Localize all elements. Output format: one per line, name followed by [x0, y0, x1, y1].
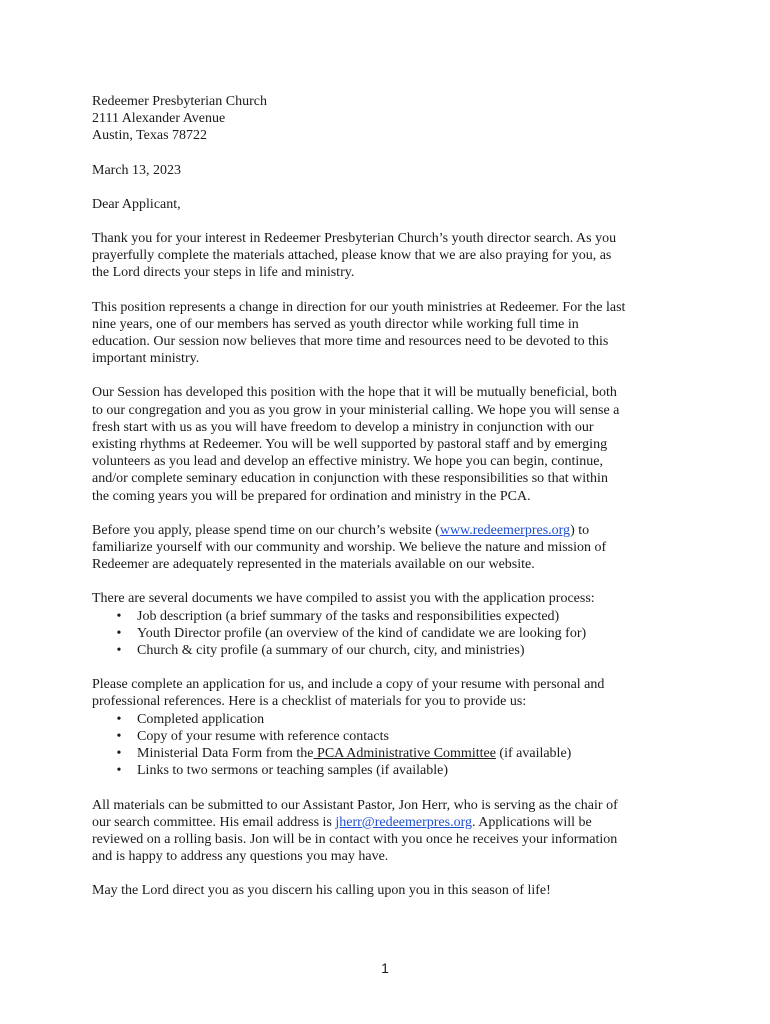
list-item-text: Completed application — [137, 711, 265, 727]
text-line: This position represents a change in direction for our youth ministries at Redeemer. For the last — [92, 299, 626, 315]
bullet-icon: • — [116, 608, 122, 624]
text-segment: . Applications will be — [472, 814, 592, 830]
letter-date — [92, 162, 682, 179]
date-text: March 13, 2023 — [92, 162, 182, 178]
text-segment: ) to — [570, 522, 590, 538]
church-name: Redeemer Presbyterian Church — [92, 94, 267, 109]
text-line: reviewed on a rolling basis. Jon will be in contact with you once he receives your information — [92, 831, 618, 847]
documents-list — [92, 608, 682, 660]
list-item — [92, 608, 682, 625]
salutation — [92, 196, 682, 213]
paragraph-submission — [92, 797, 682, 866]
street-address: 2111 Alexander Avenue — [92, 111, 226, 127]
text-line: and/or complete seminary education in conjunction with these responsibilities so that within — [92, 471, 608, 487]
text-line: Our Session has developed this position with the hope that it will be mutually beneficial, both — [92, 385, 617, 401]
paragraph-session — [92, 384, 682, 504]
text-line: fresh start with us as you will have freedom to develop a ministry in conjunction with our — [92, 419, 594, 435]
text-line: nine years, one of our members has served as youth director while working full time in — [92, 316, 579, 332]
page-number: 1 — [381, 960, 389, 976]
list-item-text: Church & city profile (a summary of our church, city, and ministries) — [137, 643, 525, 659]
email-link[interactable]: jherr@redeemerpres.org — [335, 814, 472, 830]
text-line: familiarize yourself with our community and worship. We believe the nature and mission of — [92, 540, 607, 556]
paragraph-intro — [92, 230, 682, 282]
text-segment: Before you apply, please spend time on our church’s website ( — [92, 522, 440, 538]
letter-body — [92, 93, 682, 900]
bullet-icon: • — [116, 711, 122, 727]
list-item-text: Youth Director profile (an overview of the kind of candidate we are looking for) — [137, 625, 587, 641]
bullet-icon: • — [116, 728, 122, 744]
list-item — [92, 642, 682, 659]
paragraph-checklist — [92, 676, 682, 779]
bullet-icon: • — [116, 763, 122, 779]
list-item-text: Copy of your resume with reference contacts — [137, 728, 389, 744]
text-line: All materials can be submitted to our Assistant Pastor, Jon Herr, who is serving as the chair of — [92, 797, 618, 813]
text-line: the Lord directs your steps in life and ministry. — [92, 265, 355, 281]
text-line: Redeemer are adequately represented in the materials available on our website. — [92, 557, 535, 573]
text-line: Thank you for your interest in Redeemer Presbyterian Church’s youth director search. As you — [92, 231, 617, 247]
text-line: volunteers as you lead and develop an effective ministry. We hope you can begin, continue, — [92, 454, 604, 470]
list-item — [92, 745, 682, 762]
pca-committee-link[interactable]: PCA Administrative Committee — [313, 746, 496, 762]
text-line: Please complete an application for us, and include a copy of your resume with personal and — [92, 677, 605, 693]
bullet-icon: • — [116, 625, 122, 641]
paragraph-website — [92, 522, 682, 574]
text-line — [92, 814, 682, 831]
bullet-icon: • — [116, 643, 122, 659]
text-segment: our search committee. His email address is — [92, 814, 336, 830]
text-line: important ministry. — [92, 351, 200, 367]
text-line: There are several documents we have compiled to assist you with the application process: — [92, 591, 595, 607]
sender-address — [92, 93, 682, 145]
list-item-text: Links to two sermons or teaching samples (if available) — [137, 763, 449, 779]
list-item-text: (if available) — [495, 746, 572, 762]
list-item — [92, 625, 682, 642]
checklist — [92, 711, 682, 780]
text-line: professional references. Here is a checklist of materials for you to provide us: — [92, 694, 527, 710]
website-link[interactable]: www.redeemerpres.org — [439, 522, 571, 538]
paragraph-documents — [92, 590, 682, 659]
text-line: to our congregation and you as you grow in your ministerial calling. We hope you will sense a — [92, 402, 620, 418]
text-line — [92, 522, 682, 539]
text-line: the coming years you will be prepared for ordination and ministry in the PCA. — [92, 488, 531, 504]
bullet-icon: • — [116, 746, 122, 762]
list-item-text: Ministerial Data Form from the — [137, 746, 314, 762]
list-item — [92, 711, 682, 728]
text-line: prayerfully complete the materials attached, please know that we are also praying for you, as — [92, 248, 612, 264]
list-item — [92, 728, 682, 745]
text-line: education. Our session now believes that more time and resources need to be devoted to this — [92, 334, 609, 350]
city-state-zip: Austin, Texas 78722 — [92, 128, 208, 144]
salutation-text: Dear Applicant, — [92, 196, 181, 212]
list-item — [92, 762, 682, 779]
closing-text: May the Lord direct you as you discern his calling upon you in this season of life! — [92, 883, 551, 899]
closing — [92, 882, 682, 899]
list-item-text: Job description (a brief summary of the tasks and responsibilities expected) — [137, 608, 560, 624]
text-line: existing rhythms at Redeemer. You will be well supported by pastoral staff and by emerging — [92, 437, 608, 453]
paragraph-position-change — [92, 299, 682, 368]
text-line: and is happy to address any questions you may have. — [92, 849, 389, 865]
